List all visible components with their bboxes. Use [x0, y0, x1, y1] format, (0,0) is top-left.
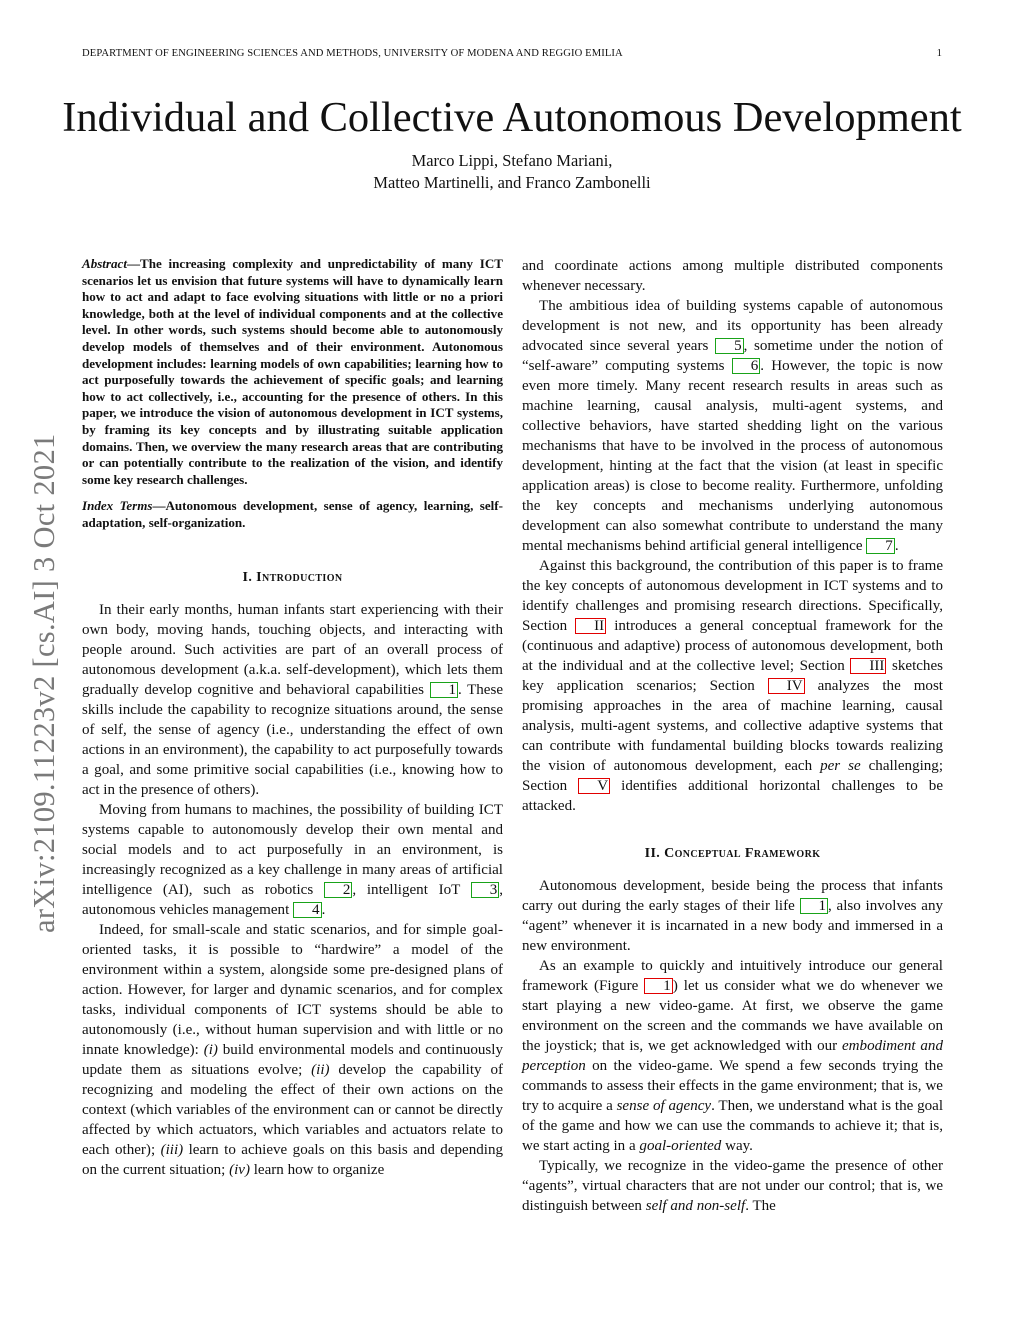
abstract-text: —The increasing complexity and unpredictability of many ICT scenarios let us envision that future systems will have to dynamically learn how to act and adapt to face evolving situations with little or no a priori knowledge, both at the level of individual components and at the collective level. In other words, such systems should become able to autonomously develop models of themselves and of their environment. Autonomous development includes: learning models of own capabilities; learning how to act purposefully towards the achievement of specific goals; and learning how to act collectively, i.e., accounting for the presence of others. In this paper, we introduce the vision of autonomous development in ICT systems, by framing its key concepts and by illustrating suitable application domains. Then, we overview the many research areas that are contributing or can potentially contribute to the realization of the vision, and identify some key research challenges. [82, 256, 503, 487]
text-run: . These skills include the capability to recognize situations around, the sense of self, the sense of agency (i.e., understanding the effect of own actions in an environment), the capability to act purposefully towards a goal, and some primitive social capabilities (i.e., knowing how to act in the presence of others). [82, 681, 503, 798]
text-run: The ambitious idea of building systems capable of autonomous development is not new, and its opportunity has been already advocated since several years [522, 298, 943, 354]
emphasis: per se [820, 758, 861, 774]
text-run: ) let us consider what we do whenever we start playing a new video-game. At first, we observe the game environment on the screen and the commands we have available on the joystick; that is, we get acknowledged with our [522, 978, 943, 1054]
section-link[interactable]: II [575, 618, 606, 634]
intro-paragraph-3-continued: and coordinate actions among multiple distributed components whenever necessary. [522, 258, 943, 294]
index-terms [82, 498, 503, 531]
enum-marker: (iii) [160, 1141, 184, 1158]
arxiv-stamp: arXiv:2109.11223v2 [cs.AI] 3 Oct 2021 [27, 433, 61, 933]
citation-link[interactable]: 4 [293, 902, 322, 918]
text-run: learn to achieve goals on this basis and depending on the current situation; [82, 1141, 503, 1178]
intro-paragraph-3 [82, 920, 503, 1180]
framework-paragraph-3 [522, 1156, 943, 1216]
text-run: As an example to quickly and intuitively introduce our general framework (Figure [522, 958, 943, 994]
citation-link[interactable]: 7 [866, 538, 895, 554]
text-run: sketches key application scenarios; Section [522, 658, 943, 694]
citation-link[interactable]: 1 [430, 682, 459, 698]
text-run: Indeed, for small-scale and static scenarios, and for simple goal-oriented tasks, it is possible to “hardwire” a model of the environment within a system, alongside some pre-designed plans of action. However, for larger and dynamic scenarios, and for complex tasks, individual components of ICT systems should be able to autonomously (i.e., without human supervision and with little or no innate knowledge): [82, 921, 503, 1058]
text-run: . [321, 901, 326, 918]
text-run: . However, the topic is now even more timely. Many recent research results in areas such as machine learning, causal analysis, multi-agent systems, and collective behaviors, have started shedding light on the various mechanisms that have to be involved in the process of autonomous development, hinting at the fact that the vision (at least in specific application areas) is close to become reality. Furthermore, unfolding the key concepts and mechanisms underlying autonomous development can also somewhat contribute to understand the many mental mechanisms behind artificial general intelligence [522, 358, 944, 554]
section-initial: I [256, 569, 262, 585]
section-link[interactable]: IV [768, 678, 805, 694]
enum-marker: (i) [203, 1041, 218, 1058]
text-run: In their early months, human infants start experiencing with their own body, moving hands, touching objects, and interacting with people around. Such activities are part of an overall process of autonomous development (a.k.a. self-development), which lets them gradually develop cognitive and behavioral capabilities [82, 601, 503, 698]
enum-marker: (iv) [229, 1161, 250, 1178]
text-run: challenging; Section [522, 758, 943, 794]
section-numeral: I. [242, 569, 257, 585]
text-run: introduces a general conceptual framework for the (continuous and adaptive) process of autonomous development, both at the individual and at the collective level; Section [522, 618, 943, 674]
section-heading-conceptual-framework [522, 844, 943, 864]
text-run: analyzes the most promising approaches in the area of machine learning, causal analysis, multi-agent systems, and collective adaptive systems that can contribute with fundamental building blocks towards realizing the vision of autonomous development, each [522, 678, 943, 774]
left-column [82, 256, 503, 1180]
text-run: on the video-game. We spend a few seconds trying the commands to assess their effects in the game environment; that is, we try to acquire a [522, 1058, 943, 1114]
text-run: . [894, 538, 899, 554]
text-run: Moving from humans to machines, the possibility of building ICT systems capable to autonomously develop their own mental and social models and to act purposefully in an environment, is increasingly recognized as a key challenge in many areas of artificial intelligence (AI), such as robotics [82, 801, 503, 898]
text-run: . The [745, 1198, 776, 1214]
framework-paragraph-2 [522, 956, 943, 1156]
index-terms-label: Index Terms [82, 498, 153, 514]
figure-link[interactable]: 1 [644, 978, 673, 994]
text-run: , also involves any “agent” whenever it is incarnated in a new body and immersed in a new environment. [522, 898, 943, 954]
abstract [82, 256, 503, 488]
page-number: 1 [936, 48, 942, 59]
text-run: . Then, we understand what is the goal of the game and how we can use the commands to achieve it; that is, we start acting in a [522, 1098, 944, 1154]
section-link[interactable]: V [578, 778, 610, 794]
author-line-1: Marco Lippi, Stefano Mariani, [411, 151, 613, 170]
author-list [0, 150, 1024, 194]
section-numeral: II. [644, 846, 665, 861]
section-initial: F [744, 846, 754, 861]
paper-title: Individual and Collective Autonomous Development [62, 94, 962, 141]
emphasis: embodiment and perception [522, 1038, 943, 1074]
framework-paragraph-1 [522, 876, 943, 956]
intro-paragraph-5 [522, 556, 943, 816]
text-run: develop the capability of recognizing and modeling the effect of their own actions on the context (which variables of the environment can or cannot be directly affected by which actuators, which variables and actuators relate to each other); [82, 1061, 503, 1158]
intro-paragraph-4 [522, 296, 943, 556]
text-run: , sometime under the notion of “self-aware” computing systems [522, 338, 943, 374]
section-link[interactable]: III [850, 658, 886, 674]
citation-link[interactable]: 2 [324, 882, 353, 898]
emphasis: sense of agency [616, 1098, 712, 1114]
text-run: way. [721, 1138, 753, 1154]
intro-paragraph-2 [82, 800, 503, 920]
text-run: Against this background, the contribution of this paper is to frame the key concepts of autonomous development in ICT systems and to identify challenges and promising research directions. Specifically, Section [522, 558, 943, 634]
section-initial: C [664, 846, 675, 861]
running-head [82, 48, 942, 59]
citation-link[interactable]: 3 [471, 882, 500, 898]
section-title-rest: onceptual [674, 846, 745, 861]
emphasis: goal-oriented [639, 1138, 722, 1154]
running-head-text: DEPARTMENT OF ENGINEERING SCIENCES AND METHODS, UNIVERSITY OF MODENA AND REGGIO EMILIA [82, 48, 623, 59]
text-run: Typically, we recognize in the video-game the presence of other “agents”, virtual characters that are not under our control; that is, we distinguish between [522, 1158, 943, 1214]
section-title-rest: ntroduction [261, 569, 343, 585]
section-title-rest: ramework [753, 846, 821, 861]
text-run: , autonomous vehicles management [82, 881, 504, 918]
index-terms-text: —Autonomous development, sense of agency, learning, self-adaptation, self-organization. [82, 498, 503, 530]
abstract-label: Abstract [82, 256, 127, 271]
citation-link[interactable]: 5 [715, 338, 744, 354]
text-run: learn how to organize [249, 1161, 385, 1178]
enum-marker: (ii) [311, 1061, 330, 1078]
emphasis: self and non-self [645, 1198, 746, 1214]
text-run: , intelligent IoT [352, 881, 471, 898]
citation-link[interactable]: 1 [800, 898, 829, 914]
text-run: build environmental models and continuously update them as situations evolve; [82, 1041, 503, 1078]
right-column [522, 256, 943, 1216]
text-run: identifies additional horizontal challenges to be attacked. [522, 778, 943, 814]
author-line-2: Matteo Martinelli, and Franco Zambonelli [373, 173, 651, 192]
section-heading-introduction [82, 568, 503, 588]
text-run: Autonomous development, beside being the process that infants carry out during the early stages of their life [522, 878, 943, 914]
citation-link[interactable]: 6 [732, 358, 761, 374]
intro-paragraph-1 [82, 600, 503, 800]
